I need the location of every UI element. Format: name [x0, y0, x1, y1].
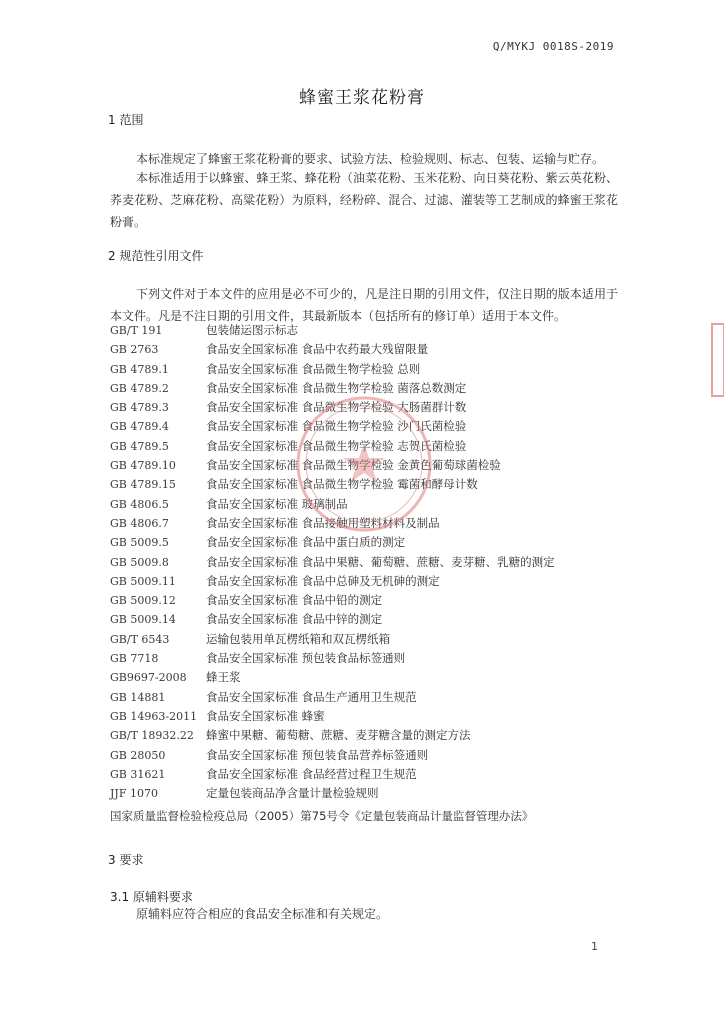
reference-code: GB 5009.8 — [110, 555, 169, 569]
reference-code: GB 5009.5 — [110, 536, 169, 550]
reference-code: JJF 1070 — [110, 787, 158, 801]
list-item — [110, 784, 620, 803]
reference-title: 食品安全国家标准 食品中总砷及无机砷的测定 — [206, 573, 440, 588]
reference-title: 定量包装商品净含量计量检验规则 — [206, 786, 379, 801]
reference-code: GB 5009.14 — [110, 613, 176, 627]
reference-title: 蜂王浆 — [206, 670, 241, 685]
reference-title: 食品安全国家标准 食品微生物学检验 沙门氏菌检验 — [206, 419, 467, 434]
reference-code: GB/T 6543 — [110, 632, 170, 646]
list-item — [110, 649, 620, 668]
list-item — [110, 591, 620, 610]
list-item — [110, 707, 620, 726]
list-item — [110, 514, 620, 533]
reference-title: 食品安全国家标准 食品中蛋白质的测定 — [206, 535, 406, 550]
list-item — [110, 475, 620, 494]
reference-code: GB 14963-2011 — [110, 709, 198, 723]
list-item — [110, 630, 620, 649]
reference-code: GB 4789.3 — [110, 401, 169, 415]
document-title: 蜂蜜王浆花粉膏 — [299, 88, 425, 108]
list-item — [110, 746, 620, 765]
reference-code: GB 4806.7 — [110, 516, 169, 530]
reference-code: GB 4789.1 — [110, 362, 169, 376]
reference-code: GB 28050 — [110, 748, 166, 762]
section-heading-scope: 1 范围 — [108, 113, 144, 127]
reference-title: 包装储运图示标志 — [206, 323, 298, 337]
list-item — [110, 726, 620, 745]
section-heading-references: 2 规范性引用文件 — [108, 249, 204, 263]
reference-title: 食品安全国家标准 食品微生物学检验 菌落总数测定 — [206, 380, 467, 395]
reference-title: 食品安全国家标准 食品微生物学检验 大肠菌群计数 — [206, 400, 467, 415]
reference-title: 食品安全国家标准 食品中锌的测定 — [206, 612, 383, 627]
list-item — [110, 610, 620, 629]
reference-title: 食品安全国家标准 食品微生物学检验 总则 — [206, 361, 421, 376]
list-item — [110, 572, 620, 591]
reference-code: GB 31621 — [110, 767, 166, 781]
reference-title: 食品安全国家标准 食品中果糖、葡萄糖、蔗糖、麦芽糖、乳糖的测定 — [206, 554, 555, 569]
page-number: 1 — [591, 940, 598, 953]
reference-code: GB 4806.5 — [110, 497, 169, 511]
subsection-heading-materials: 3.1 原辅料要求 — [110, 890, 193, 904]
materials-paragraph — [110, 903, 618, 925]
list-item — [110, 688, 620, 707]
reference-title: 食品安全国家标准 预包装食品营养标签通则 — [206, 747, 429, 762]
list-item — [110, 417, 620, 436]
reference-code: GB9697-2008 — [110, 671, 187, 685]
reference-code: GB 4789.2 — [110, 381, 169, 395]
list-item — [110, 456, 620, 475]
reference-title: 食品安全国家标准 食品微生物学检验 霉菌和酵母计数 — [206, 477, 478, 492]
reference-code: GB 2763 — [110, 343, 159, 357]
scope-paragraph-2-text: 本标准适用于以蜂蜜、蜂王浆、蜂花粉（油菜花粉、玉米花粉、向日葵花粉、紫云英花粉、荞麦花粉、芝麻花粉、高粱花粉）为原料，经粉碎、混合、过滤、灌装等工艺制成的蜂蜜王浆花粉膏。 — [110, 171, 618, 229]
reference-title: 食品安全国家标准 食品中铅的测定 — [206, 593, 383, 608]
reference-code: GB 5009.11 — [110, 574, 176, 588]
list-item — [110, 360, 620, 379]
scope-paragraph-1-text: 本标准规定了蜂蜜王浆花粉膏的要求、试验方法、检验规则、标志、包装、运输与贮存。 — [136, 152, 605, 166]
references-intro-text: 下列文件对于本文件的应用是必不可少的，凡是注日期的引用文件，仅注日期的版本适用于本文件。凡是不注日期的引用文件，其最新版本（包括所有的修订单）适用于本文件。 — [110, 287, 618, 323]
list-item — [110, 321, 620, 340]
list-item — [110, 765, 620, 784]
reference-title: 食品安全国家标准 食品微生物学检验 金黄色葡萄球菌检验 — [206, 458, 501, 473]
section-heading-requirements: 3 要求 — [108, 853, 144, 867]
regulation-note: 国家质量监督检验检疫总局（2005）第75号令《定量包装商品计量监督管理办法》 — [110, 809, 534, 823]
reference-title: 食品安全国家标准 食品接触用塑料材料及制品 — [206, 515, 440, 530]
list-item — [110, 533, 620, 552]
scope-paragraph-2 — [110, 167, 618, 233]
reference-title: 运输包装用单瓦楞纸箱和双瓦楞纸箱 — [206, 631, 390, 646]
reference-title: 食品安全国家标准 食品微生物学检验 志贺氏菌检验 — [206, 438, 467, 453]
list-item — [110, 340, 620, 359]
list-item — [110, 668, 620, 687]
reference-title: 食品安全国家标准 食品经营过程卫生规范 — [206, 766, 417, 781]
reference-code: GB/T 18932.22 — [110, 729, 194, 743]
reference-title: 食品安全国家标准 食品中农药最大残留限量 — [206, 342, 429, 357]
page-edge-stamp-fragment — [708, 320, 724, 400]
reference-title: 食品安全国家标准 预包装食品标签通则 — [206, 651, 406, 666]
reference-code: GB 4789.15 — [110, 478, 176, 492]
document-code: Q/MYKJ 0018S-2019 — [492, 40, 614, 53]
reference-code: GB 4789.10 — [110, 459, 176, 473]
reference-code: GB/T 191 — [110, 324, 163, 337]
materials-paragraph-text: 原辅料应符合相应的食品安全标准和有关规定。 — [136, 907, 389, 921]
reference-title: 食品安全国家标准 玻璃制品 — [206, 496, 348, 511]
list-item — [110, 437, 620, 456]
reference-code: GB 5009.12 — [110, 594, 176, 608]
list-item — [110, 398, 620, 417]
reference-code: GB 14881 — [110, 690, 166, 704]
list-item — [110, 379, 620, 398]
list-item — [110, 553, 620, 572]
reference-code: GB 4789.4 — [110, 420, 169, 434]
reference-list — [110, 321, 620, 803]
reference-title: 蜂蜜中果糖、葡萄糖、蔗糖、麦芽糖含量的测定方法 — [206, 728, 471, 743]
reference-code: GB 7718 — [110, 652, 159, 666]
reference-title: 食品安全国家标准 蜂蜜 — [206, 708, 325, 723]
reference-code: GB 4789.5 — [110, 439, 169, 453]
reference-title: 食品安全国家标准 食品生产通用卫生规范 — [206, 689, 417, 704]
list-item — [110, 495, 620, 514]
